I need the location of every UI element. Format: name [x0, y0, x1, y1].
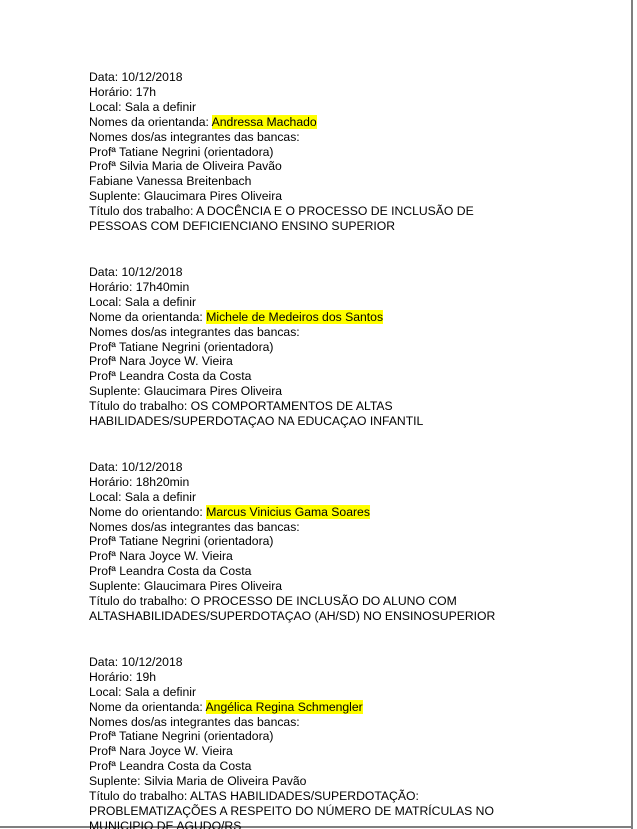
- student-line: [89, 115, 619, 130]
- time-line: Horário: 17h40min: [89, 279, 190, 294]
- board-member: Profª Tatiane Negrini (orientadora): [89, 534, 274, 549]
- work-title-line: PESSOAS COM DEFICIENCIANO ENSINO SUPERIOR: [89, 219, 396, 234]
- student-name: Angélica Regina Schmengler: [205, 699, 363, 714]
- substitute-line: Suplente: Glaucimara Pires Oliveira: [89, 384, 283, 399]
- board-member: Profª Nara Joyce W. Vieira: [89, 744, 233, 759]
- work-title-line: HABILIDADES/SUPERDOTAÇAO NA EDUCAÇAO INFANTIL: [89, 414, 424, 429]
- student-label: Nomes da orientanda:: [89, 114, 212, 129]
- student-name: Marcus Vinicius Gama Soares: [206, 504, 370, 519]
- student-name: Michele de Medeiros dos Santos: [206, 309, 384, 324]
- work-title-line: MUNICIPIO DE AGUDO/RS: [89, 818, 242, 829]
- date-line: Data: 10/12/2018: [89, 70, 183, 84]
- student-label: Nome da orientanda:: [89, 309, 207, 324]
- board-member: Profª Tatiane Negrini (orientadora): [89, 144, 274, 159]
- board-label: Nomes dos/as integrantes das bancas:: [89, 324, 300, 339]
- work-title-line: Título dos trabalho: A DOCÊNCIA E O PROCESSO DE INCLUSÃO DE: [89, 204, 474, 219]
- work-title-line: Título do trabalho: ALTAS HABILIDADES/SUPERDOTAÇÃO:: [89, 789, 419, 804]
- board-label: Nomes dos/as integrantes das bancas:: [89, 714, 300, 729]
- student-name: Andressa Machado: [211, 114, 317, 129]
- student-line: [89, 310, 619, 325]
- place-line: Local: Sala a definir: [89, 489, 197, 504]
- student-line: [89, 700, 619, 715]
- document-body: [89, 70, 619, 829]
- page-edge-right: [631, 0, 633, 829]
- time-line: Horário: 18h20min: [89, 474, 190, 489]
- work-title-line: Título do trabalho: O PROCESSO DE INCLUSÃO DO ALUNO COM: [89, 594, 457, 609]
- student-line: [89, 505, 619, 520]
- board-member: Profª Leandra Costa da Costa: [89, 564, 252, 579]
- time-line: Horário: 17h: [89, 84, 157, 99]
- board-member: Fabiane Vanessa Breitenbach: [89, 174, 252, 189]
- board-member: Profª Leandra Costa da Costa: [89, 759, 252, 774]
- work-title-line: ALTASHABILIDADES/SUPERDOTAÇAO (AH/SD) NO ENSINOSUPERIOR: [89, 609, 496, 623]
- place-line: Local: Sala a definir: [89, 684, 197, 699]
- date-line: Data: 10/12/2018: [89, 654, 183, 669]
- substitute-line: Suplente: Glaucimara Pires Oliveira: [89, 579, 283, 594]
- date-line: Data: 10/12/2018: [89, 264, 183, 279]
- defense-entry: [89, 265, 619, 429]
- work-title-line: Título do trabalho: OS COMPORTAMENTOS DE ALTAS: [89, 399, 393, 414]
- defense-entry: [89, 70, 619, 234]
- board-member: Profª Leandra Costa da Costa: [89, 369, 252, 384]
- student-label: Nome da orientanda:: [89, 699, 206, 714]
- board-member: Profª Tatiane Negrini (orientadora): [89, 729, 274, 744]
- substitute-line: Suplente: Glaucimara Pires Oliveira: [89, 189, 283, 204]
- board-label: Nomes dos/as integrantes das bancas:: [89, 519, 300, 534]
- board-member: Profª Silvia Maria de Oliveira Pavão: [89, 159, 282, 174]
- student-label: Nome do orientando:: [89, 504, 207, 519]
- place-line: Local: Sala a definir: [89, 99, 197, 114]
- substitute-line: Suplente: Silvia Maria de Oliveira Pavão: [89, 774, 307, 789]
- board-member: Profª Tatiane Negrini (orientadora): [89, 339, 274, 354]
- defense-entry: [89, 460, 619, 624]
- work-title-line: PROBLEMATIZAÇÕES A RESPEITO DO NÚMERO DE MATRÍCULAS NO: [89, 803, 494, 818]
- defense-entry: [89, 655, 619, 829]
- place-line: Local: Sala a definir: [89, 294, 197, 309]
- board-label: Nomes dos/as integrantes das bancas:: [89, 129, 300, 144]
- board-member: Profª Nara Joyce W. Vieira: [89, 549, 233, 564]
- board-member: Profª Nara Joyce W. Vieira: [89, 354, 233, 369]
- time-line: Horário: 19h: [89, 669, 157, 684]
- date-line: Data: 10/12/2018: [89, 459, 183, 474]
